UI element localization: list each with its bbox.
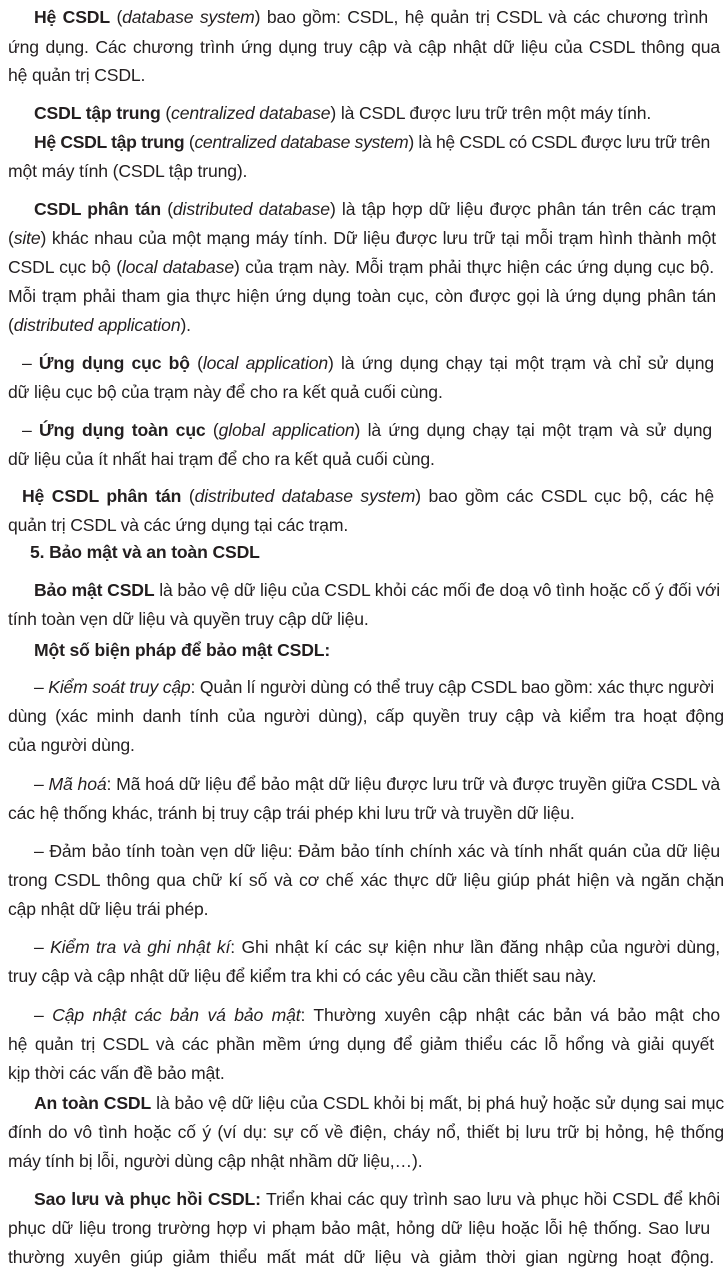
text-run: ) là hệ CSDL có CSDL được lưu trữ trên: [408, 131, 711, 152]
text-run: (: [160, 198, 173, 219]
text-line: [22, 485, 715, 506]
italic-term: global application: [218, 419, 355, 440]
italic-term: site: [13, 227, 41, 248]
text-run: Triển khai các quy trình sao lưu và phục hồi CSDL để khôi: [260, 1188, 721, 1209]
text-run: : Quản lí người dùng có thể truy cập CSDL bao gồm: xác thực người: [190, 676, 715, 697]
text-run: thường xuyên giúp giảm thiểu mất mát dữ liệu và giảm thời gian ngừng hoạt động.: [8, 1246, 714, 1267]
text-run: ) bao gồm: CSDL, hệ quản trị CSDL và các chương trình: [254, 6, 708, 27]
text-run: (: [205, 419, 219, 440]
text-run: –: [34, 936, 51, 957]
text-run: một máy tính (CSDL tập trung).: [8, 160, 248, 181]
text-line: [34, 6, 708, 27]
text-line: [8, 64, 146, 85]
text-run: (: [8, 314, 14, 335]
text-line: [8, 227, 716, 248]
text-line: [34, 773, 720, 794]
text-line: [34, 579, 720, 600]
bold-term: Ứng dụng toàn cục: [39, 419, 206, 440]
text-line: [34, 102, 652, 123]
text-run: –: [34, 773, 49, 794]
text-run: CSDL cục bộ (: [8, 256, 122, 277]
bold-term: CSDL phân tán: [34, 198, 161, 219]
text-run: : Ghi nhật kí các sự kiện như lần đăng nhập của người dùng,: [230, 936, 720, 957]
text-line: [8, 705, 724, 726]
text-run: ) khác nhau của một mạng máy tính. Dữ liệu được lưu trữ tại mỗi trạm hình thành một: [40, 227, 716, 248]
text-run: : Mã hoá dữ liệu để bảo mật dữ liệu được lưu trữ và được truyền giữa CSDL và: [106, 773, 720, 794]
text-line: [34, 676, 715, 697]
text-run: –: [22, 419, 40, 440]
text-line: [8, 1217, 710, 1238]
italic-term: distributed application: [13, 314, 181, 335]
italic-term: distributed database: [172, 198, 330, 219]
text-run: Mỗi trạm phải tham gia thực hiện ứng dụng toàn cục, còn được gọi là ứng dụng phân tán: [8, 285, 716, 306]
text-run: truy cập và cập nhật dữ liệu để kiểm tra khi có các yêu cầu cần thiết sau này.: [8, 965, 597, 986]
text-line: [8, 734, 135, 755]
text-run: (: [189, 352, 203, 373]
text-run: là bảo vệ dữ liệu của CSDL khỏi bị mất, bị phá huỷ hoặc sử dụng sai mục: [151, 1092, 724, 1113]
text-run: (: [181, 485, 195, 506]
italic-term: centralized database system: [194, 131, 409, 152]
text-line: [8, 381, 443, 402]
bold-term: An toàn CSDL: [34, 1092, 152, 1113]
text-run: dùng (xác minh danh tính của người dùng), cấp quyền truy cập và kiểm tra hoạt động: [8, 705, 724, 726]
bold-term: Hệ CSDL phân tán: [22, 485, 182, 506]
text-line: [22, 352, 714, 373]
text-line: [8, 1246, 714, 1267]
text-run: ) là CSDL được lưu trữ trên một máy tính.: [330, 102, 652, 123]
text-line: [8, 256, 714, 277]
text-line: [8, 36, 720, 57]
bold-term: Ứng dụng cục bộ: [38, 352, 190, 373]
text-run: dữ liệu cục bộ của trạm này để cho ra kết quả cuối cùng.: [8, 381, 443, 402]
text-run: ) của trạm này. Mỗi trạm phải thực hiện các ứng dụng cục bộ.: [233, 256, 714, 277]
italic-term: database system: [122, 6, 255, 27]
text-run: đính do vô tình hoặc cố ý (ví dụ: sự cố về điện, cháy nổ, thiết bị lưu trữ bị hỏng, hệ thống: [8, 1121, 724, 1142]
text-line: [34, 1004, 721, 1025]
text-line: [8, 608, 369, 629]
text-run: các hệ thống khác, tránh bị truy cập trái phép khi lưu trữ và truyền dữ liệu.: [8, 802, 575, 823]
text-run: ) là ứng dụng chạy tại một trạm và chỉ sử dụng: [328, 352, 714, 373]
text-run: phục dữ liệu trong trường hợp vi phạm bảo mật, hỏng dữ liệu hoặc lỗi hệ thống. Sao lưu: [8, 1217, 710, 1238]
text-run: – Đảm bảo tính toàn vẹn dữ liệu: Đảm bảo tính chính xác và tính nhất quán của dữ liệu: [34, 840, 720, 861]
bold-term: CSDL tập trung: [34, 102, 161, 123]
text-run: : Thường xuyên cập nhật các bản vá bảo mật cho: [300, 1004, 721, 1025]
text-run: là bảo vệ dữ liệu của CSDL khỏi các mối đe doạ vô tình hoặc cố ý đối với: [154, 579, 720, 600]
text-run: của người dùng.: [8, 734, 135, 755]
bold-term: Bảo mật CSDL: [34, 579, 155, 600]
text-run: (: [8, 227, 14, 248]
text-line: [8, 1121, 724, 1142]
italic-term: Mã hoá: [48, 773, 107, 794]
text-run: (: [160, 102, 172, 123]
text-run: –: [34, 676, 49, 697]
text-line: [8, 514, 349, 535]
text-run: ) là ứng dụng chạy tại một trạm và sử dụng: [354, 419, 713, 440]
text-run: ) bao gồm các CSDL cục bộ, các hệ: [415, 485, 715, 506]
text-line: [8, 869, 724, 890]
bold-term: Một số biện pháp để bảo mật CSDL:: [34, 639, 331, 660]
italic-term: Kiểm tra và ghi nhật kí: [50, 936, 231, 957]
text-line: [8, 898, 209, 919]
text-line: [8, 1150, 423, 1171]
italic-term: Cập nhật các bản vá bảo mật: [52, 1004, 301, 1025]
text-run: (: [109, 6, 123, 27]
italic-term: local database: [121, 256, 234, 277]
text-run: hệ quản trị CSDL và các phần mềm ứng dụng để giảm thiểu các lỗ hổng và giải quyết: [8, 1033, 714, 1054]
text-run: quản trị CSDL và các ứng dụng tại các trạm.: [8, 514, 349, 535]
text-run: trong CSDL thông qua chữ kí số và cơ chế xác thực dữ liệu giúp phát hiện và ngăn chặn: [8, 869, 724, 890]
text-run: ứng dụng. Các chương trình ứng dụng truy cập và cập nhật dữ liệu của CSDL thông qua: [8, 36, 720, 57]
subheading: [34, 639, 331, 660]
text-line: [8, 160, 248, 181]
italic-term: distributed database system: [194, 485, 416, 506]
text-line: [34, 198, 716, 219]
text-line: [34, 131, 711, 152]
bold-term: Hệ CSDL: [34, 6, 110, 27]
text-run: kịp thời các vấn đề bảo mật.: [8, 1062, 225, 1083]
italic-term: centralized database: [171, 102, 331, 123]
text-line: [34, 1092, 724, 1113]
text-line: [8, 965, 597, 986]
bold-term: 5. Bảo mật và an toàn CSDL: [30, 541, 260, 562]
text-line: [34, 936, 720, 957]
text-line: [8, 448, 435, 469]
text-run: máy tính bị lỗi, người dùng cập nhật nhầm dữ liệu,…).: [8, 1150, 423, 1171]
text-line: [34, 840, 720, 861]
text-run: cập nhật dữ liệu trái phép.: [8, 898, 209, 919]
text-line: [34, 1188, 721, 1209]
bold-term: Hệ CSDL tập trung: [34, 131, 185, 152]
text-run: ) là tập hợp dữ liệu được phân tán trên các trạm: [329, 198, 716, 219]
text-line: [22, 419, 713, 440]
italic-term: local application: [202, 352, 329, 373]
text-line: [8, 1062, 225, 1083]
text-run: –: [22, 352, 39, 373]
italic-term: Kiểm soát truy cập: [48, 676, 191, 697]
text-run: –: [34, 1004, 53, 1025]
text-line: [8, 802, 575, 823]
section-heading: [30, 541, 260, 562]
text-run: tính toàn vẹn dữ liệu và quyền truy cập dữ liệu.: [8, 608, 369, 629]
text-run: hệ quản trị CSDL.: [8, 64, 146, 85]
text-line: [8, 1033, 714, 1054]
text-run: dữ liệu của ít nhất hai trạm để cho ra kết quả cuối cùng.: [8, 448, 435, 469]
text-line: [8, 285, 716, 306]
text-run: (: [184, 131, 195, 152]
bold-term: Sao lưu và phục hồi CSDL:: [34, 1188, 261, 1209]
text-line: [8, 314, 191, 335]
text-run: ).: [180, 314, 191, 335]
